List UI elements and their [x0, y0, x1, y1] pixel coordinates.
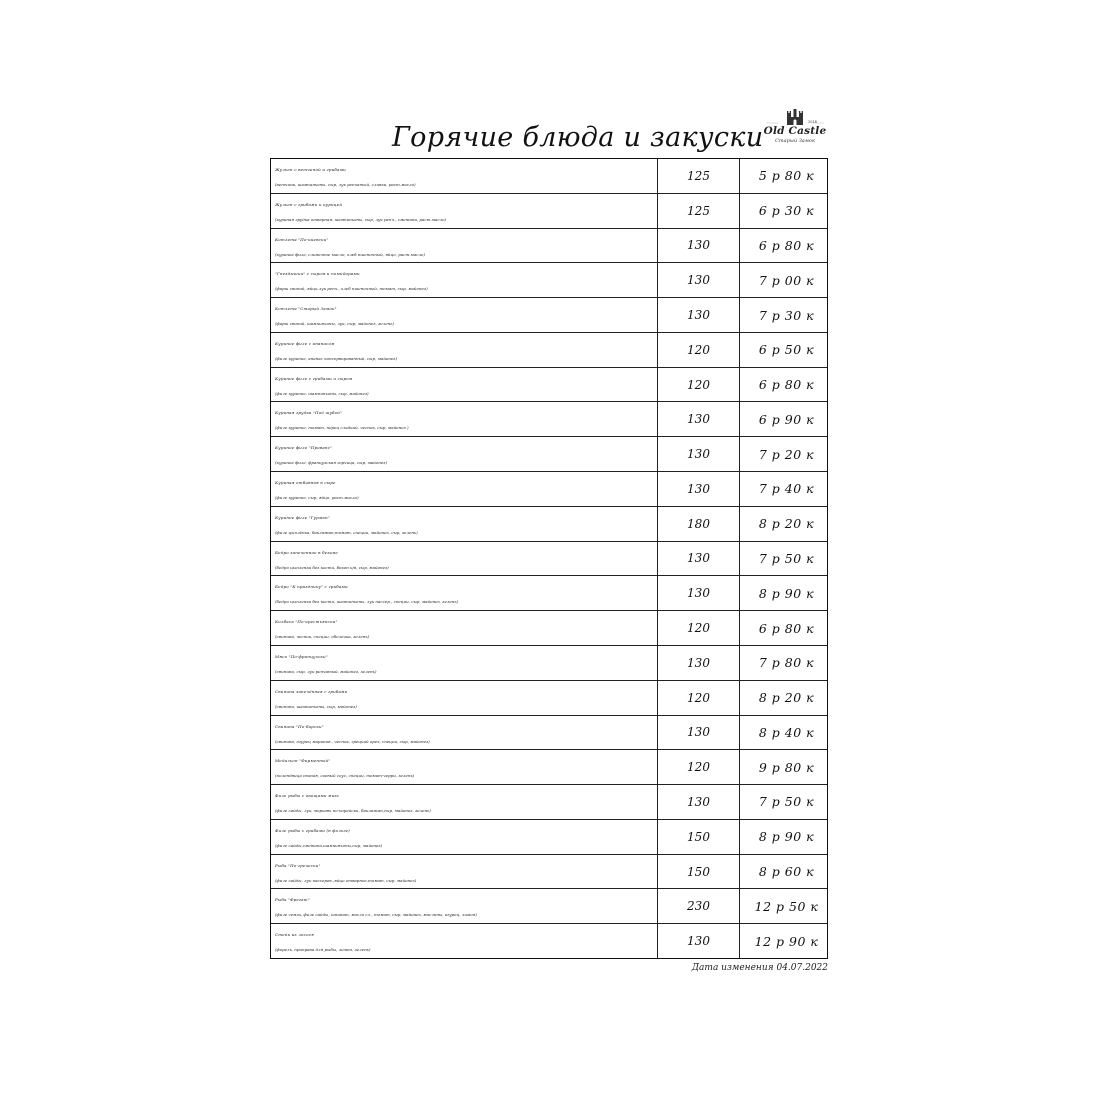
dish-cell	[271, 820, 658, 854]
dish-price: 6 р 80 к	[758, 237, 815, 253]
dish-cell	[271, 263, 658, 297]
menu-row	[271, 610, 827, 645]
dish-weight: 150	[658, 855, 740, 889]
dish-description: (филе куриное, шампиньоны, сыр, майонез)	[275, 390, 369, 396]
dish-weight: 130	[658, 229, 740, 263]
dish-price: 7 р 00 к	[758, 272, 815, 288]
dish-description: (фарш свиной, яйцо,лук репч., хлеб пшеничный, томат, сыр, майонез)	[275, 286, 428, 292]
logo-name: Old Castle	[763, 125, 827, 137]
dish-name: Котлета "Старый Замок"	[275, 306, 337, 312]
dish-description: (фарш свиной, шампиньоны, лук, сыр, майонез, зелень)	[275, 321, 394, 327]
menu-row	[271, 367, 827, 402]
dish-description: (филе цыплёнка, баклажан,томат, специи, майонез, сыр, зелень)	[275, 529, 418, 535]
dish-cell	[271, 333, 658, 367]
dish-weight: 130	[658, 924, 740, 958]
dish-name: Свинина "По-барски"	[275, 723, 324, 729]
menu-row	[271, 715, 827, 750]
dish-name: Мясо "По-французски"	[275, 653, 328, 659]
dish-name: "Гнездышки" с сыром и помидорами	[275, 271, 360, 277]
dish-price: 8 р 40 к	[758, 724, 815, 740]
dish-name: Стейк из лосося	[275, 932, 314, 938]
dish-weight: 120	[658, 681, 740, 715]
dish-price: 7 р 50 к	[758, 550, 815, 566]
dish-name: Жульен с грибами и курицей	[275, 201, 343, 207]
dish-cell	[271, 681, 658, 715]
menu-row	[271, 749, 827, 784]
dish-cell	[271, 924, 658, 958]
dish-weight: 130	[658, 576, 740, 610]
dish-cell	[271, 542, 658, 576]
menu-row	[271, 332, 827, 367]
dish-cell	[271, 507, 658, 541]
menu-row	[271, 645, 827, 680]
castle-icon	[760, 108, 830, 126]
menu-row	[271, 575, 827, 610]
dish-price: 7 р 30 к	[758, 307, 815, 323]
dish-price: 6 р 50 к	[758, 342, 815, 358]
menu-row	[271, 680, 827, 715]
dish-cell	[271, 576, 658, 610]
dish-cell	[271, 437, 658, 471]
dish-name: Бедро запеченное в беконе	[275, 549, 338, 555]
menu-row	[271, 784, 827, 819]
menu-row	[271, 888, 827, 923]
dish-price: 9 р 80 к	[758, 759, 815, 775]
dish-cell	[271, 889, 658, 923]
dish-description: (куриная грудка отварная, шампиньоны, сыр, лук репч., сметана, раст.масло)	[275, 216, 447, 222]
dish-cell	[271, 472, 658, 506]
dish-weight: 130	[658, 472, 740, 506]
dish-description: (филе куриное, томат, перец сладкий, чеснок, сыр, майонез )	[275, 425, 409, 431]
menu-row	[271, 297, 827, 332]
dish-price: 8 р 90 к	[758, 829, 815, 845]
dish-description: (филе сайды, лук пассеров.,яйцо отварное,томат, сыр, майонез)	[275, 877, 417, 883]
dish-weight: 120	[658, 368, 740, 402]
dish-weight: 125	[658, 159, 740, 193]
dish-description: (полендвица свиная, соевый соус, специи, томат-черри, зелень)	[275, 773, 415, 779]
dish-name: Колбаса "По-крестьянски"	[275, 619, 338, 625]
dish-price: 6 р 80 к	[758, 377, 815, 393]
dish-price: 6 р 80 к	[758, 620, 815, 636]
dish-name: Свинина запечённая с грибами	[275, 688, 348, 694]
menu-table	[270, 158, 828, 959]
dish-price: 12 р 50 к	[754, 898, 819, 914]
dish-weight: 130	[658, 716, 740, 750]
dish-cell	[271, 368, 658, 402]
dish-name: Рыба "По-гречески"	[275, 862, 321, 868]
dish-weight: 130	[658, 298, 740, 332]
dish-name: Куриная грудка "Под шубой"	[275, 410, 343, 416]
dish-description: (свинина, чеснок, специи, оболочка, зелень)	[275, 634, 370, 640]
dish-description: (филе куриное, ананас консервированный, сыр, майонез)	[275, 355, 398, 361]
menu-row	[271, 819, 827, 854]
dish-name: Котлета "По-киевски"	[275, 236, 329, 242]
dish-name: Филе рыбы с грибами (в фольге)	[275, 827, 350, 833]
dish-description: (филе сайды, лук, морковь по-корейски, баклажан,сыр, майонез, зелень)	[275, 808, 431, 814]
dish-name: Куриное филе с грибами и сыром	[275, 375, 353, 381]
dish-price: 7 р 20 к	[758, 446, 815, 462]
dish-price: 8 р 20 к	[758, 516, 815, 532]
dish-cell	[271, 646, 658, 680]
dish-name: Филе рыбы с овощами микс	[275, 793, 340, 799]
menu-row	[271, 193, 827, 228]
dish-weight: 130	[658, 785, 740, 819]
dish-weight: 130	[658, 646, 740, 680]
dish-name: Медальон "Фирменный"	[275, 758, 331, 764]
dish-name: Бедро "К празднику" с грибами	[275, 584, 348, 590]
dish-cell	[271, 855, 658, 889]
dish-price: 8 р 90 к	[758, 585, 815, 601]
menu-row	[271, 923, 827, 958]
dish-price: 7 р 40 к	[758, 481, 815, 497]
dish-description: (свинина, огурец маринов., чеснок, грецкий орех, специи, сыр, майонез)	[275, 738, 430, 744]
dish-cell	[271, 229, 658, 263]
menu-row	[271, 159, 827, 193]
dish-description: (филе сайды,сметана,шампиньоны,сыр, майонез)	[275, 842, 383, 848]
dish-name: Куриное филе с ананасом	[275, 340, 335, 346]
old-castle-logo	[760, 108, 830, 150]
dish-cell	[271, 194, 658, 228]
menu-row	[271, 228, 827, 263]
dish-cell	[271, 611, 658, 645]
page-title: Горячие блюда и закуски	[392, 122, 764, 153]
menu-row	[271, 262, 827, 297]
dish-weight: 125	[658, 194, 740, 228]
dish-description: (бедро цыпленка без кости, шампиньоны, лук пассер., специи, сыр, майонез, зелень)	[275, 599, 459, 605]
dish-description: (свинина, шампиньоны, сыр, майонез)	[275, 703, 357, 709]
menu-row	[271, 506, 827, 541]
dish-description: (бедро цыпленка без кости, бекон к/в, сыр, майонез)	[275, 564, 389, 570]
logo-subtitle: Старый Замок	[775, 138, 815, 144]
dish-weight: 230	[658, 889, 740, 923]
dish-price: 6 р 90 к	[758, 411, 815, 427]
dish-price: 7 р 50 к	[758, 794, 815, 810]
menu-row	[271, 401, 827, 436]
dish-cell	[271, 785, 658, 819]
dish-cell	[271, 750, 658, 784]
dish-description: (филе семги, филе сайды, шпинат, масло сл., томат, сыр, майонез, маслины, огурец, лимон)	[275, 912, 477, 918]
dish-name: Куриное филе "Гурман"	[275, 514, 330, 520]
dish-name: Рыба "Фрегат"	[275, 897, 310, 903]
dish-weight: 120	[658, 333, 740, 367]
menu-row	[271, 541, 827, 576]
logo-year: 2018	[808, 120, 817, 124]
dish-weight: 180	[658, 507, 740, 541]
menu-row	[271, 854, 827, 889]
dish-price: 8 р 60 к	[758, 864, 815, 880]
dish-description: (куриное филе, французская горчица, сыр, майонез)	[275, 460, 387, 466]
dish-name: Жульен с ветчиной и грибами	[275, 167, 346, 172]
dish-description: (куриное филе, сливочное масло, хлеб пшеничный, яйцо, раст.масло)	[275, 251, 425, 257]
dish-weight: 120	[658, 611, 740, 645]
dish-name: Куриная отбивная в сыре	[275, 480, 336, 486]
dish-price: 6 р 30 к	[758, 203, 815, 219]
dish-cell	[271, 716, 658, 750]
menu-row	[271, 436, 827, 471]
dish-weight: 130	[658, 542, 740, 576]
dish-weight: 130	[658, 402, 740, 436]
dish-weight: 130	[658, 437, 740, 471]
dish-description: (филе куриное, сыр, яйцо, раст.масло)	[275, 495, 359, 501]
dish-weight: 130	[658, 263, 740, 297]
dish-cell	[271, 159, 658, 193]
dish-name: Куриное филе "Прованс"	[275, 445, 333, 451]
dish-description: (ветчина, шампиньоны, сыр, лук репчатый, сливки, раст.масло)	[275, 182, 416, 187]
dish-weight: 150	[658, 820, 740, 854]
dish-description: (форель, приправа для рыбы, лимон, зелень)	[275, 947, 371, 953]
dish-cell	[271, 298, 658, 332]
dish-description: (свинина, сыр, лук репчатый, майонез, зелень)	[275, 668, 377, 674]
date-modified: Дата изменения 04.07.2022	[691, 963, 828, 973]
dish-price: 8 р 20 к	[758, 690, 815, 706]
dish-price: 7 р 80 к	[758, 655, 815, 671]
dish-weight: 120	[658, 750, 740, 784]
dish-cell	[271, 402, 658, 436]
dish-price: 12 р 90 к	[754, 933, 819, 949]
menu-row	[271, 471, 827, 506]
dish-price: 5 р 80 к	[758, 168, 815, 184]
